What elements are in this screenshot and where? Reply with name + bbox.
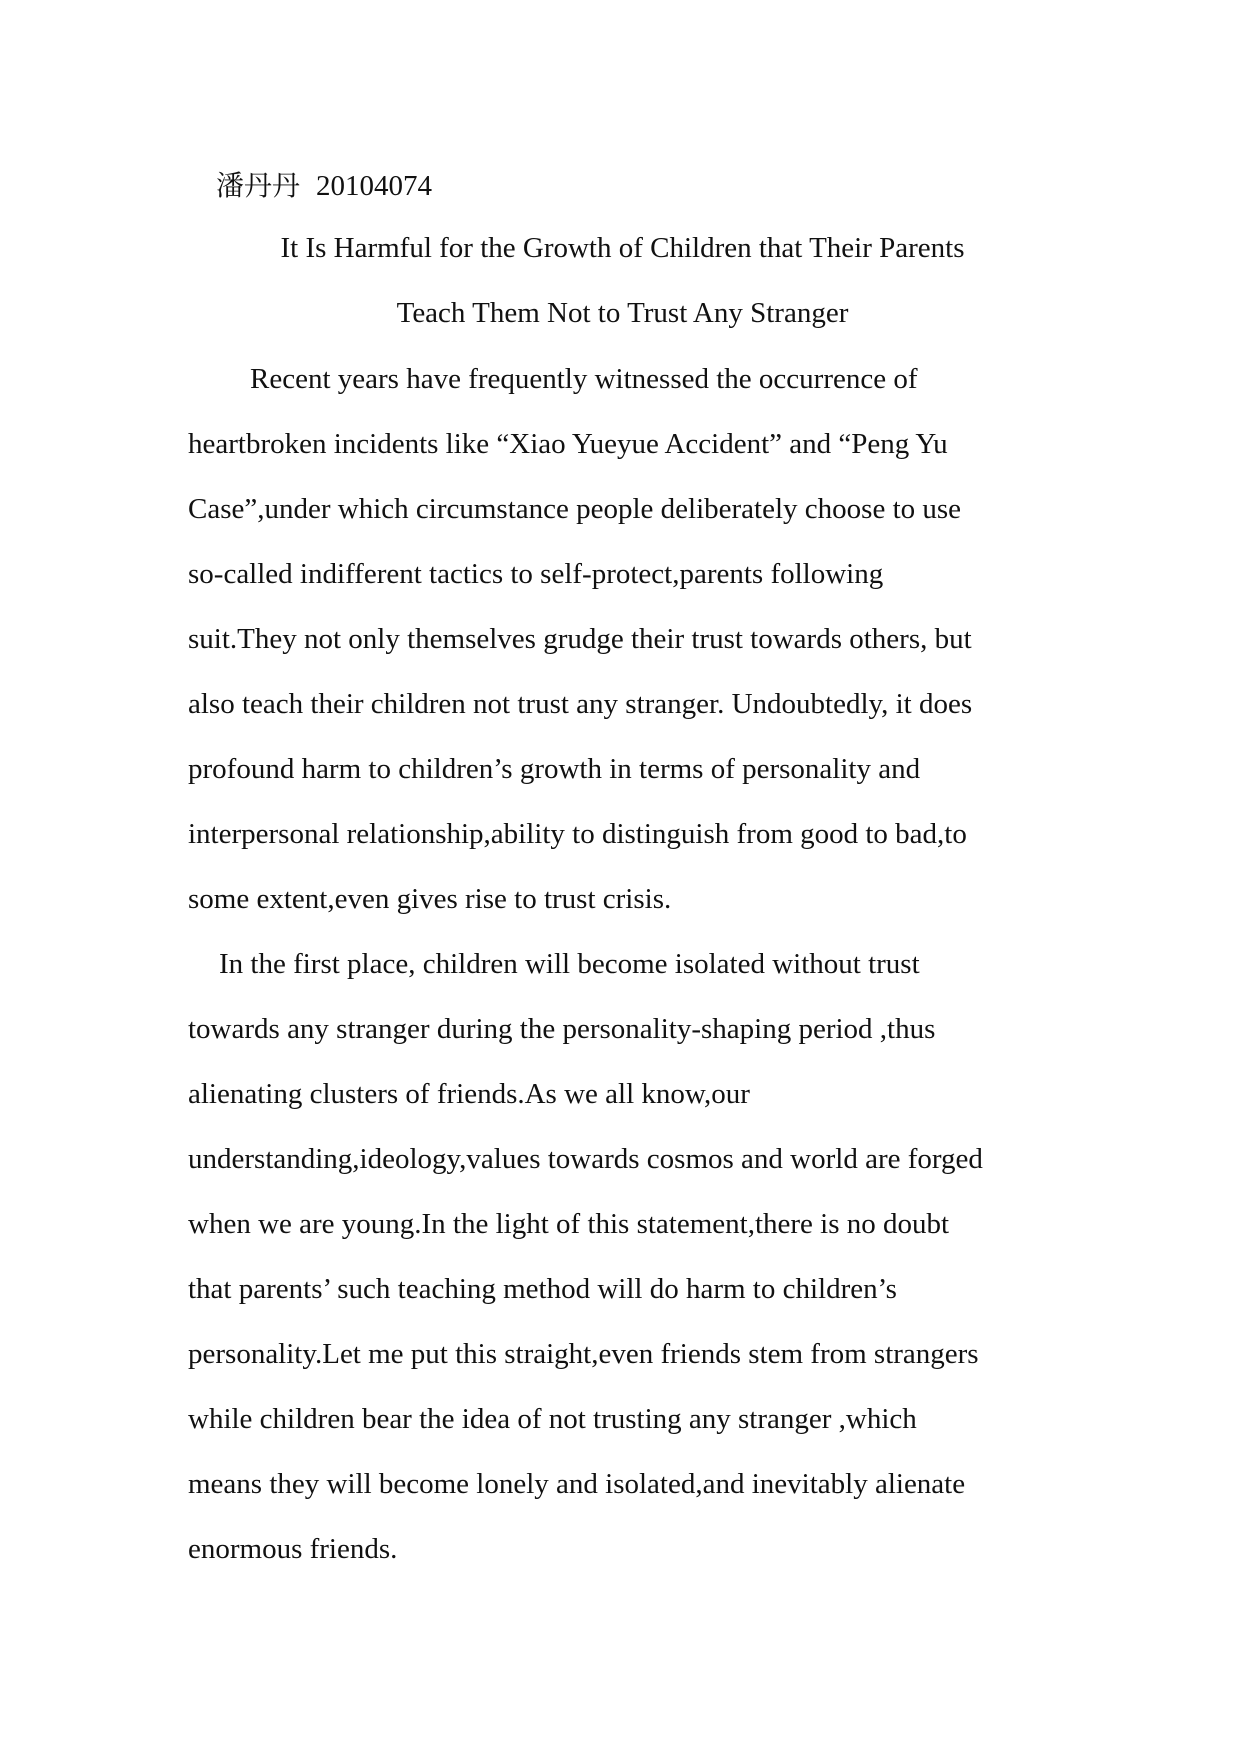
paragraph-1-line: interpersonal relationship,ability to distinguish from good to bad,to (188, 818, 967, 850)
paragraph-1-line: profound harm to children’s growth in terms of personality and (188, 753, 921, 785)
paragraph-1-line: also teach their children not trust any stranger. Undoubtedly, it does (188, 688, 973, 720)
paragraph-2-line: that parents’ such teaching method will do harm to children’s (188, 1273, 897, 1305)
paragraph-1-line: suit.They not only themselves grudge their trust towards others, but (188, 623, 972, 655)
paragraph-2-line: while children bear the idea of not trusting any stranger ,which (188, 1403, 917, 1435)
paragraph-1-line: Recent years have frequently witnessed the occurrence of (250, 363, 918, 395)
author-header (216, 166, 432, 206)
paragraph-1-line: heartbroken incidents like “Xiao Yueyue Accident” and “Peng Yu (188, 428, 948, 460)
essay-title-line-2: Teach Them Not to Trust Any Stranger (396, 297, 849, 329)
paragraph-2-line: In the first place, children will become isolated without trust (219, 948, 920, 980)
paragraph-2-line: enormous friends. (188, 1533, 398, 1565)
author-name: 潘丹丹 (216, 169, 301, 202)
paragraph-2-line: when we are young.In the light of this statement,there is no doubt (188, 1208, 950, 1240)
paragraph-2-line: means they will become lonely and isolated,and inevitably alienate (188, 1468, 966, 1500)
student-id: 20104074 (316, 170, 433, 202)
paragraph-1-line: some extent,even gives rise to trust crisis. (188, 883, 672, 915)
paragraph-1-line: so-called indifferent tactics to self-protect,parents following (188, 558, 884, 590)
paragraph-2-line: alienating clusters of friends.As we all know,our (188, 1078, 750, 1110)
paragraph-2-line: understanding,ideology,values towards cosmos and world are forged (188, 1143, 983, 1175)
paragraph-2-line: personality.Let me put this straight,even friends stem from strangers (188, 1338, 979, 1370)
paragraph-1-line: Case”,under which circumstance people deliberately choose to use (188, 493, 962, 525)
essay-title-line-1: It Is Harmful for the Growth of Children that Their Parents (280, 232, 965, 264)
paragraph-2-line: towards any stranger during the personality-shaping period ,thus (188, 1013, 936, 1045)
